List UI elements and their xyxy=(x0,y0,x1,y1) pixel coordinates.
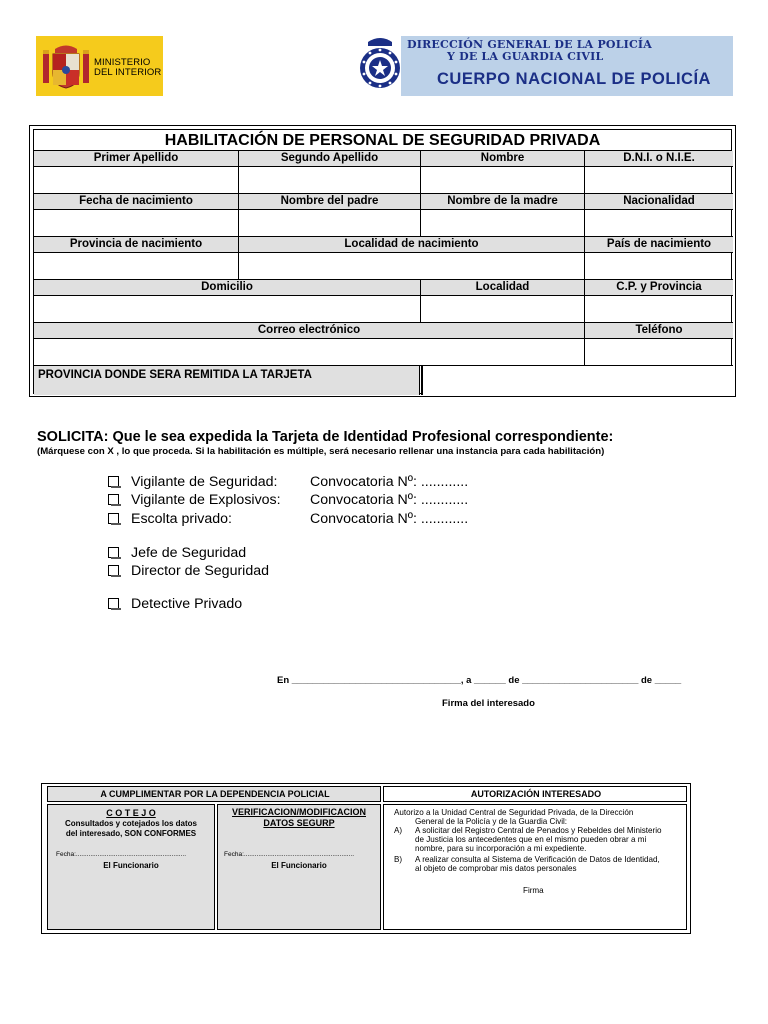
label-localidad-nacimiento: Localidad de nacimiento xyxy=(239,237,584,252)
label-nombre-madre: Nombre de la madre xyxy=(421,194,584,209)
field-nombre-madre[interactable] xyxy=(421,210,584,236)
field-segundo-apellido[interactable] xyxy=(239,167,420,193)
option-label: Director de Seguridad xyxy=(131,563,270,579)
option-label: Escolta privado: xyxy=(131,511,232,527)
police-dependency-header: A CUMPLIMENTAR POR LA DEPENDENCIA POLICIAL xyxy=(100,789,330,799)
field-provincia-nacimiento[interactable] xyxy=(34,253,238,279)
field-dni-nie[interactable] xyxy=(585,167,733,193)
verificacion-box xyxy=(217,804,381,930)
option-label: Detective Privado xyxy=(131,596,243,612)
checkbox[interactable] xyxy=(108,565,119,576)
option-label: Vigilante de Explosivos: xyxy=(131,492,281,508)
checkbox[interactable] xyxy=(108,598,119,609)
checkbox[interactable] xyxy=(108,494,119,505)
checkbox[interactable] xyxy=(108,476,119,487)
police-dependency-header-box xyxy=(47,786,381,802)
label-nombre: Nombre xyxy=(421,151,584,166)
auth-firma[interactable]: Firma xyxy=(523,886,544,895)
auth-intro-1: Autorizo a la Unidad Central de Seguridad Privada, de la Dirección xyxy=(394,808,634,817)
firma-interesado-label: Firma del interesado xyxy=(442,698,535,709)
option-label: Jefe de Seguridad xyxy=(131,545,247,561)
personal-data-form xyxy=(33,129,732,394)
verificacion-title-1: VERIFICACION/MODIFICACION xyxy=(232,807,366,817)
form-title: HABILITACIÓN DE PERSONAL DE SEGURIDAD PRIVADA xyxy=(34,130,731,151)
auth-b-label: B) xyxy=(394,855,403,864)
auth-a-2: de Justicia los antecedentes que en el mismo pueden obrar a mi xyxy=(415,835,647,844)
auth-a-3: nombre, para su incorporación a mi expediente. xyxy=(415,844,587,853)
authorization-box xyxy=(383,804,687,930)
ministry-line-1: MINISTERIO xyxy=(94,57,151,68)
police-badge-icon xyxy=(358,36,402,90)
ministry-line-2: DEL INTERIOR xyxy=(94,67,162,78)
verificacion-funcionario: El Funcionario xyxy=(271,861,327,870)
convocatoria-field: Convocatoria Nº: ............ xyxy=(310,492,469,508)
label-telefono: Teléfono xyxy=(585,323,733,338)
label-domicilio: Domicilio xyxy=(34,280,420,295)
bottom-section xyxy=(47,786,687,930)
field-correo[interactable] xyxy=(34,339,584,365)
police-banner xyxy=(401,36,733,96)
checkbox[interactable] xyxy=(108,513,119,524)
authorization-header: AUTORIZACIÓN INTERESADO xyxy=(470,789,602,799)
cotejo-fecha-field[interactable]: Fecha:............................................................. xyxy=(56,851,187,858)
field-cp-provincia[interactable] xyxy=(585,296,733,322)
auth-b-1: A realizar consulta al Sistema de Verificación de Datos de Identidad, xyxy=(415,855,660,864)
label-localidad: Localidad xyxy=(421,280,584,295)
verificacion-fecha-field[interactable]: Fecha:............................................................. xyxy=(224,851,355,858)
solicita-note: (Márquese con X , lo que proceda. Si la habilitación es múltiple, será necesario rellenar una instancia para cada habilitación) xyxy=(37,446,605,457)
label-correo: Correo electrónico xyxy=(34,323,584,338)
option-label: Vigilante de Seguridad: xyxy=(131,474,278,490)
field-nombre[interactable] xyxy=(421,167,584,193)
label-segundo-apellido: Segundo Apellido xyxy=(239,151,420,166)
convocatoria-field: Convocatoria Nº: ............ xyxy=(310,474,469,490)
label-fecha-nacimiento: Fecha de nacimiento xyxy=(34,194,238,209)
field-pais-nacimiento[interactable] xyxy=(585,253,733,279)
label-primer-apellido: Primer Apellido xyxy=(34,151,238,166)
police-line-2: Y DE LA GUARDIA CIVIL xyxy=(447,50,604,63)
cotejo-text-1: Consultados y cotejados los datos xyxy=(64,819,198,828)
field-localidad-nacimiento[interactable] xyxy=(239,253,584,279)
verificacion-title-2: DATOS SEGURP xyxy=(263,818,335,828)
label-nombre-padre: Nombre del padre xyxy=(239,194,420,209)
field-provincia-tarjeta[interactable] xyxy=(421,366,733,395)
field-domicilio[interactable] xyxy=(34,296,420,322)
label-pais-nacimiento: País de nacimiento xyxy=(585,237,733,252)
ministry-name xyxy=(94,58,161,78)
label-provincia-tarjeta: PROVINCIA DONDE SERA REMITIDA LA TARJETA xyxy=(34,366,420,395)
auth-intro-2: General de la Policía y de la Guardia Civil: xyxy=(415,817,568,826)
authorization-header-box xyxy=(383,786,687,802)
label-cp-provincia: C.P. y Provincia xyxy=(585,280,733,295)
cotejo-title: C O T E J O xyxy=(106,808,156,818)
auth-a-1: A solicitar del Registro Central de Penados y Rebeldes del Ministerio xyxy=(415,826,662,835)
checkbox[interactable] xyxy=(108,547,119,558)
police-line-3: CUERPO NACIONAL DE POLICÍA xyxy=(437,70,711,88)
field-nombre-padre[interactable] xyxy=(239,210,420,236)
field-telefono[interactable] xyxy=(585,339,733,365)
auth-b-2: al objeto de comprobar mis datos personales xyxy=(415,864,577,873)
cotejo-box xyxy=(47,804,215,930)
police-line-1: DIRECCIÓN GENERAL DE LA POLICÍA xyxy=(407,38,653,51)
cotejo-text-2: del interesado, SON CONFORMES xyxy=(65,829,197,838)
auth-a-label: A) xyxy=(394,826,403,835)
ministry-logo xyxy=(36,36,163,96)
field-nacionalidad[interactable] xyxy=(585,210,733,236)
label-dni-nie: D.N.I. o N.I.E. xyxy=(585,151,733,166)
field-localidad[interactable] xyxy=(421,296,584,322)
spain-coat-of-arms-icon xyxy=(41,41,91,91)
field-fecha-nacimiento[interactable] xyxy=(34,210,238,236)
label-nacionalidad: Nacionalidad xyxy=(585,194,733,209)
label-provincia-nacimiento: Provincia de nacimiento xyxy=(34,237,238,252)
convocatoria-field: Convocatoria Nº: ............ xyxy=(310,511,469,527)
place-date-line[interactable]: En ________________________________, a ______ de ______________________ de _____ xyxy=(277,675,682,686)
cotejo-funcionario: El Funcionario xyxy=(103,861,159,870)
solicita-heading: SOLICITA: Que le sea expedida la Tarjeta de Identidad Profesional correspondiente: xyxy=(37,429,614,445)
field-primer-apellido[interactable] xyxy=(34,167,238,193)
